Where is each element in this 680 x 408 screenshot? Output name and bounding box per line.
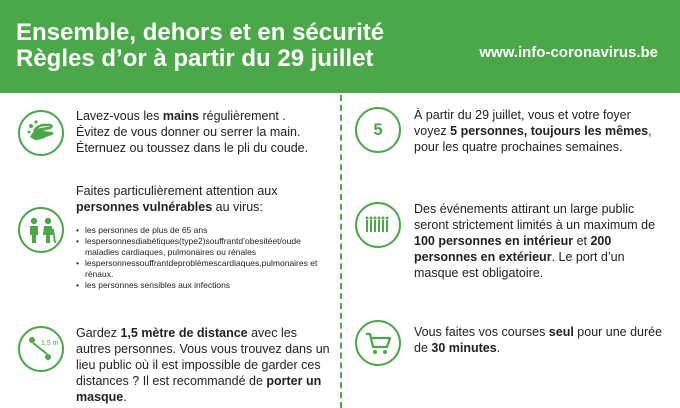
- crowd-icon: [355, 202, 401, 248]
- vulnerable-list: [76, 225, 331, 291]
- hygiene-text: Lavez-vous les mains régulièrement . Évitez de vous donner ou serrer la main. Éternuez ou toussez dans le pli du coude.: [76, 109, 309, 155]
- header-banner: [0, 0, 680, 93]
- vulnerable-intro: Faites particulièrement attention aux personnes vulnérables au virus:: [76, 184, 278, 214]
- distance-icon: [18, 326, 64, 372]
- list-item: • lespersonnessouffrantdeproblèmescardiaques,pulmonaires et rénaux.: [76, 258, 331, 280]
- website-link[interactable]: www.info-coronavirus.be: [479, 44, 658, 61]
- shopping-text: Vous faites vos courses seul pour une durée de 30 minutes.: [414, 325, 663, 355]
- bubble-number: 5: [373, 120, 383, 139]
- title-line-2: Règles d’or à partir du 29 juillet: [16, 45, 374, 72]
- list-item: • lespersonnesdiabétiques(type2)souffrantd’obesitéet/oude maladies cardiaques, pulmonaires ou rénales: [76, 236, 331, 258]
- list-item: • les personnes sensibles aux infections: [76, 280, 331, 291]
- events-text: Des événements attirant un large public seront strictement limités à un maximum de 100 personnes en intérieur et 200 personnes en extérieur. Le port d’un masque est obligatoire.: [414, 202, 656, 280]
- bubble-text: À partir du 29 juillet, vous et votre foyer voyez 5 personnes, toujours les mêmes, pour les quatre prochaines semaines.: [414, 108, 652, 154]
- handwash-icon: [18, 110, 64, 156]
- people-icon: [18, 207, 64, 253]
- number-five-icon: [355, 107, 401, 153]
- column-divider: [340, 95, 342, 408]
- list-item: • les personnes de plus de 65 ans: [76, 225, 331, 236]
- shopping-cart-icon: [355, 320, 401, 366]
- title-line-1: Ensemble, dehors et en sécurité: [16, 19, 385, 46]
- distance-text: Gardez 1,5 mètre de distance avec les autres personnes. Vous vous trouvez dans un lieu public où il est impossible de garder ces distances ? Il est recommandé de porter un masque.: [76, 326, 330, 404]
- distance-label: 1,5 m: [41, 340, 59, 347]
